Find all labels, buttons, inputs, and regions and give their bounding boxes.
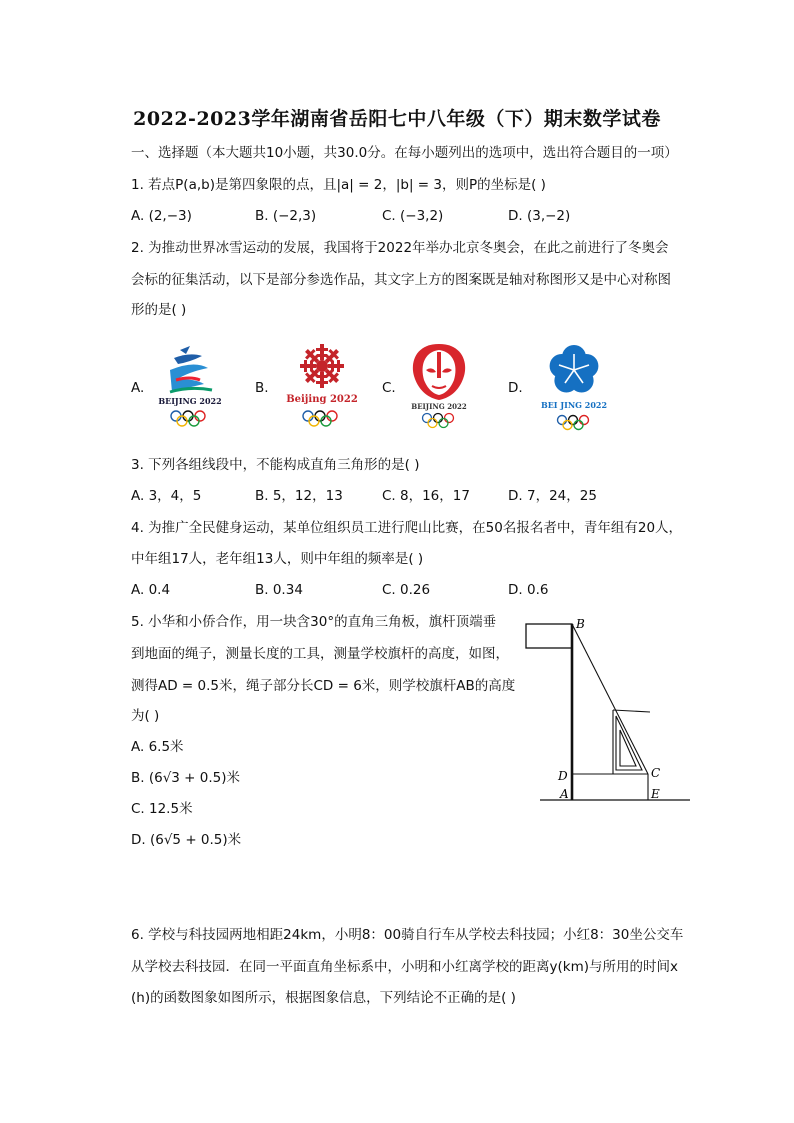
q4-option-b: B. 0.34	[255, 582, 303, 598]
q4-option-a: A. 0.4	[131, 582, 171, 598]
question-5-line3: 测得AD = 0.5米，绳子部分长CD = 6米，则学校旗杆AB的高度	[131, 678, 516, 694]
question-2-line3: 形的是( )	[131, 302, 187, 318]
label-b: B	[576, 617, 585, 631]
flagpole-figure	[520, 612, 695, 807]
question-5-line1: 5. 小华和小侨合作，用一块含30°的直角三角板，旗杆顶端垂	[131, 614, 497, 630]
logo-b-caption: Beijing 2022	[286, 394, 358, 405]
q2-option-b: B.	[255, 380, 269, 396]
q3-option-d: D. 7，24，25	[508, 488, 597, 504]
q5-option-b: B. (6√3 + 0.5)米	[131, 770, 241, 786]
q3-option-a: A. 3，4，5	[131, 488, 202, 504]
q1-option-b: B. (−2,3)	[255, 208, 317, 224]
q3-option-c: C. 8，16，17	[382, 488, 470, 504]
q5-option-c: C. 12.5米	[131, 801, 193, 817]
olympic-emblem-c	[404, 340, 474, 432]
question-6-line3: (h)的函数图象如图所示，根据图象信息，下列结论不正确的是( )	[131, 990, 516, 1006]
olympic-emblem-b	[282, 340, 362, 432]
question-6-line1: 6. 学校与科技园两地相距24km，小明8：00骑自行车从学校去科技园；小红8：30坐公交车	[131, 927, 684, 943]
q4-option-d: D. 0.6	[508, 582, 549, 598]
q5-option-a: A. 6.5米	[131, 739, 184, 755]
question-1-stem: 1. 若点P(a,b)是第四象限的点，且|a| = 2，|b| = 3，则P的坐标是( )	[131, 177, 546, 193]
section-heading: 一、选择题（本大题共10小题，共30.0分。在每小题列出的选项中，选出符合题目的一项）	[131, 145, 678, 161]
q1-option-a: A. (2,−3)	[131, 208, 192, 224]
q2-option-a: A.	[131, 380, 145, 396]
label-e: E	[651, 787, 660, 801]
page-title: 2022-2023学年湖南省岳阳七中八年级（下）期末数学试卷	[133, 108, 661, 130]
question-2-line2: 会标的征集活动，以下是部分参选作品，其文字上方的图案既是轴对称图形又是中心对称图	[131, 272, 671, 288]
olympic-emblem-d	[534, 340, 614, 432]
logo-a-caption: BEIJING 2022	[158, 396, 222, 406]
q3-option-b: B. 5，12，13	[255, 488, 343, 504]
question-6-line2: 从学校去科技园．在同一平面直角坐标系中，小明和小红离学校的距离y(km)与所用的时间x	[131, 959, 678, 975]
label-c: C	[651, 766, 661, 780]
question-5-line2: 到地面的绳子，测量长度的工具，测量学校旗杆的高度，如图，	[131, 646, 509, 662]
logo-c-caption: BEIJING 2022	[411, 402, 467, 411]
q4-option-c: C. 0.26	[382, 582, 431, 598]
q5-option-d: D. (6√5 + 0.5)米	[131, 832, 242, 848]
logo-d-caption: BEI JING 2022	[540, 400, 608, 410]
olympic-emblem-a	[150, 340, 230, 432]
label-a: A	[560, 787, 569, 801]
question-4-line1: 4. 为推广全民健身运动，某单位组织员工进行爬山比赛，在50名报名者中，青年组有20人，	[131, 520, 683, 536]
q1-option-c: C. (−3,2)	[382, 208, 444, 224]
question-3-stem: 3. 下列各组线段中，不能构成直角三角形的是( )	[131, 457, 420, 473]
q2-option-c: C.	[382, 380, 396, 396]
question-5-line4: 为( )	[131, 708, 160, 724]
question-4-line2: 中年组17人，老年组13人，则中年组的频率是( )	[131, 551, 424, 567]
question-2-line1: 2. 为推动世界冰雪运动的发展，我国将于2022年举办北京冬奥会，在此之前进行了冬奥会	[131, 240, 669, 256]
q2-option-d: D.	[508, 380, 523, 396]
q1-option-d: D. (3,−2)	[508, 208, 571, 224]
label-d: D	[558, 769, 568, 783]
